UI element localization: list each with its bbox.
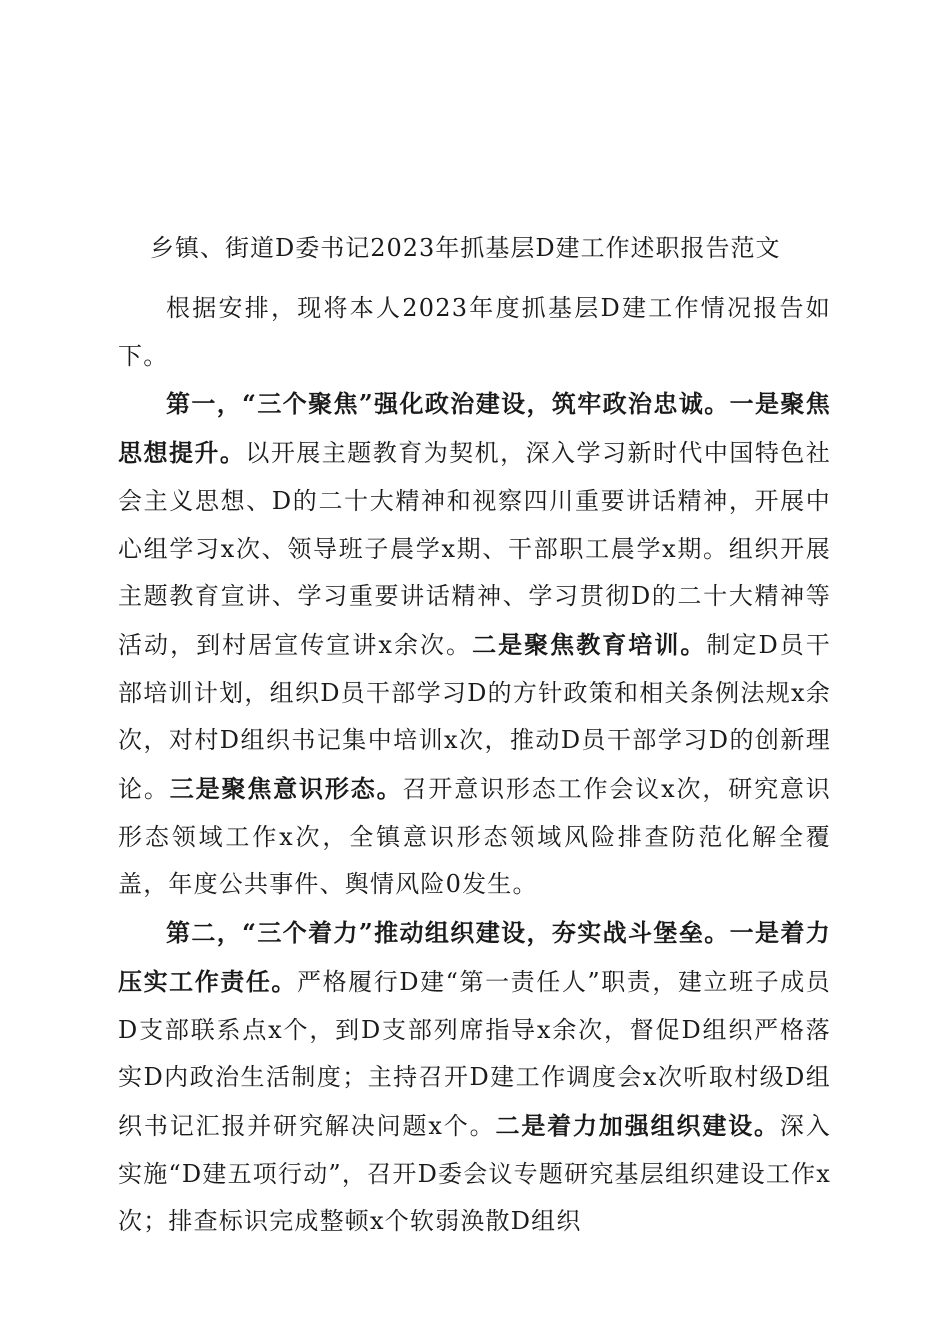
section-2-item-2-text: 深入实施“D建五项行动”，召开D委会议专题研究基层组织建设工作x次；排查标识完成整顿x个软弱涣散D组织	[118, 1111, 831, 1236]
section-1-paragraph	[118, 380, 831, 909]
section-2-item-1-text: 严格履行D建“第一责任人”职责，建立班子成员D支部联系点x个，到D支部列席指导x余次，督促D组织严格落实D内政治生活制度；主持召开D建工作调度会x次听取村级D组织书记汇报并研究解决问题x个。	[118, 967, 832, 1140]
section-2-item-2-title: 二是着力加强组织建设。	[495, 1110, 780, 1140]
section-2-paragraph	[118, 909, 831, 1246]
section-2-item-1-title: 一是着力压实工作责任。	[118, 918, 831, 996]
section-1-item-3-text: 召开意识形态工作会议x次，研究意识形态领域工作x次，全镇意识形态领域风险排查防范化解全覆盖，年度公共事件、舆情风险0发生。	[118, 775, 831, 899]
document-title: 乡镇、街道D委书记2023年抓基层D建工作述职报告范文	[150, 234, 781, 262]
section-2-heading: 第二，“三个着力”推动组织建设，夯实战斗堡垒。	[166, 918, 730, 948]
section-1-item-1-text: 以开展主题教育为契机，深入学习新时代中国特色社会主义思想、D的二十大精神和视察四川重要讲话精神，开展中心组学习x次、领导班子晨学x期、干部职工晨学x期。组织开展主题教育宣讲、学习重要讲话精神、学习贯彻D的二十大精神等活动，到村居宣传宣讲x余次。	[118, 439, 831, 659]
section-1-item-2-title: 二是聚焦教育培训。	[472, 629, 707, 659]
document-body	[118, 285, 831, 1246]
section-1-heading: 第一，“三个聚焦”强化政治建设，筑牢政治忠诚。	[166, 389, 730, 419]
section-1-item-3-title: 三是聚焦意识形态。	[169, 774, 403, 804]
intro-paragraph: 根据安排，现将本人2023年度抓基层D建工作情况报告如下。	[118, 294, 831, 370]
section-1-item-1-title: 一是聚焦思想提升。	[118, 389, 831, 468]
section-1-item-2-text: 制定D员干部培训计划，组织D员干部学习D的方针政策和相关条例法规x余次，对村D组织书记集中培训x次，推动D员干部学习D的创新理论。	[118, 630, 831, 804]
